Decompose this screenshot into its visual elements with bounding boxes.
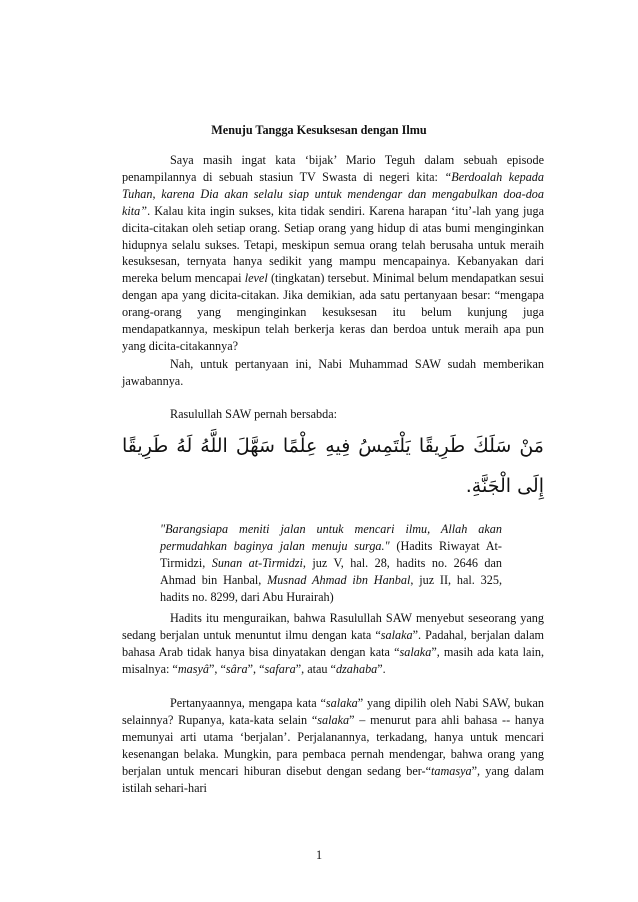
p4-text-a: Hadits itu menguraikan, bahwa Rasulullah SAW menyebut seseorang yang sedang berjalan untuk menuntut ilmu dengan kata “ xyxy=(122,611,544,642)
paragraph-salaka-explanation xyxy=(122,610,544,678)
intro-quote: “Berdoalah kepada Tuhan, karena Dia akan selalu siap untuk mendengar dan mengabulkan doa-doa kita” xyxy=(122,169,544,218)
intro-text-1: Saya masih ingat kata ‘bijak’ Mario Teguh dalam sebuah episode penampilannya di sebuah stasiun TV Swasta di negeri kita: xyxy=(122,153,544,184)
intro-level-word: level xyxy=(244,271,268,286)
translation-quote: "Barangsiapa meniti jalan untuk mencari ilmu, Allah akan permudahkan baginya jalan menuju surga." xyxy=(160,522,502,553)
p4-word-masya: masyâ xyxy=(177,661,209,676)
p5-text-g: ”, yang dalam istilah sehari-hari xyxy=(122,763,544,795)
paragraph-answer: Nah, untuk pertanyaan ini, Nabi Muhammad SAW sudah memberikan jawabannya. xyxy=(122,357,544,388)
arabic-hadith-text: مَنْ سَلَكَ طَرِيقًا يَلْتَمِسُ فِيهِ عِلْمًا سَهَّلَ اللَّهُ لَهُ طَرِيقًا إِلَى الْجَنَّةِ. xyxy=(122,435,544,497)
p4-word-salaka: salaka xyxy=(380,627,413,642)
p4-word-salaka-2: salaka xyxy=(399,644,432,659)
p5-word-salaka: salaka xyxy=(325,696,358,710)
citation-book-musnad: Musnad Ahmad ibn Hanbal xyxy=(267,573,411,587)
hadith-translation-block xyxy=(160,521,502,606)
p4-word-safara: safara xyxy=(264,661,296,676)
paragraph-question xyxy=(122,695,544,796)
intro-text-3: (tingkatan) tersebut. Minimal belum mendapatkan sesui dengan apa yang dicita-citakan. Jika demikian, ada satu pertanyaan besar: “mengapa orang-orang yang menginginkan kesuksesan itu belum kunjung juga mendapatkannya, meskipun telah berkerja keras dan berdoa untuk meraih apa pun yang dicita-citakannya? xyxy=(122,271,545,353)
intro-text-2: . Kalau kita ingin sukses, kita tidak sendiri. Karena harapan ‘itu’-lah yang juga dicita-citakan oleh setiap orang. Setiap orang yang hidup di atas bumi menginginkan hidupnya selalu sukses. Tetapi, meskipun semua orang telah berusaha untuk meraih kesuksesan, ternyata hanya sedikit yang mampu mencapainya. Kebanyakan dari mereka belum mencapai xyxy=(122,203,544,286)
citation-book-tirmidzi: Sunan at-Tirmidzi xyxy=(211,556,303,570)
citation-text-2: , juz V, hal. 28, hadits no. 2646 dan Ahmad bin Hanbal, xyxy=(160,556,503,587)
citation-text-1: (Hadits Riwayat At-Tirmidzi, xyxy=(160,539,502,570)
p4-text-m: ”. xyxy=(377,661,386,676)
p5-word-tamasya: tamasya xyxy=(431,763,472,778)
p5-text-a: Pertanyaannya, mengapa kata “ xyxy=(170,696,326,710)
document-title: Menuju Tangga Kesuksesan dengan Ilmu xyxy=(211,123,427,137)
p4-text-e: ”, masih ada kata lain, misalnya: “ xyxy=(122,644,544,676)
paragraph-intro xyxy=(122,152,544,355)
citation-text-3: , juz II, hal. 325, hadits no. 8299, dari Abu Hurairah) xyxy=(160,573,502,604)
p4-text-k: ”, atau “ xyxy=(295,661,336,676)
paragraph-hadith-intro: Rasulullah SAW pernah bersabda: xyxy=(170,407,338,421)
p5-text-c: ” yang dipilih oleh Nabi SAW, bukan selainnya? Rupanya, kata-kata selain “ xyxy=(122,696,544,727)
p4-text-g: ”, “ xyxy=(209,661,226,676)
p4-word-sara: sâra xyxy=(225,661,248,676)
page-number: 1 xyxy=(315,848,323,862)
p4-text-i: ”, “ xyxy=(247,661,265,676)
p5-word-salaka-2: salaka xyxy=(317,712,350,727)
p4-text-c: ”. Padahal, berjalan dalam bahasa Arab tidak hanya bisa dinyatakan dengan kata “ xyxy=(122,627,544,659)
p4-word-dzahaba: dzahaba xyxy=(335,661,378,676)
p5-text-e: ” – menurut para ahli bahasa -- hanya memunyai arti utama ‘berjalan’. Perjalanannya, terkadang, hanya untuk mencari kesenangan belaka. Mungkin, para pembaca pernah mendengar, bahwa orang yang berjalan untuk mencari hiburan disebut dengan sedang ber-“ xyxy=(122,712,545,778)
